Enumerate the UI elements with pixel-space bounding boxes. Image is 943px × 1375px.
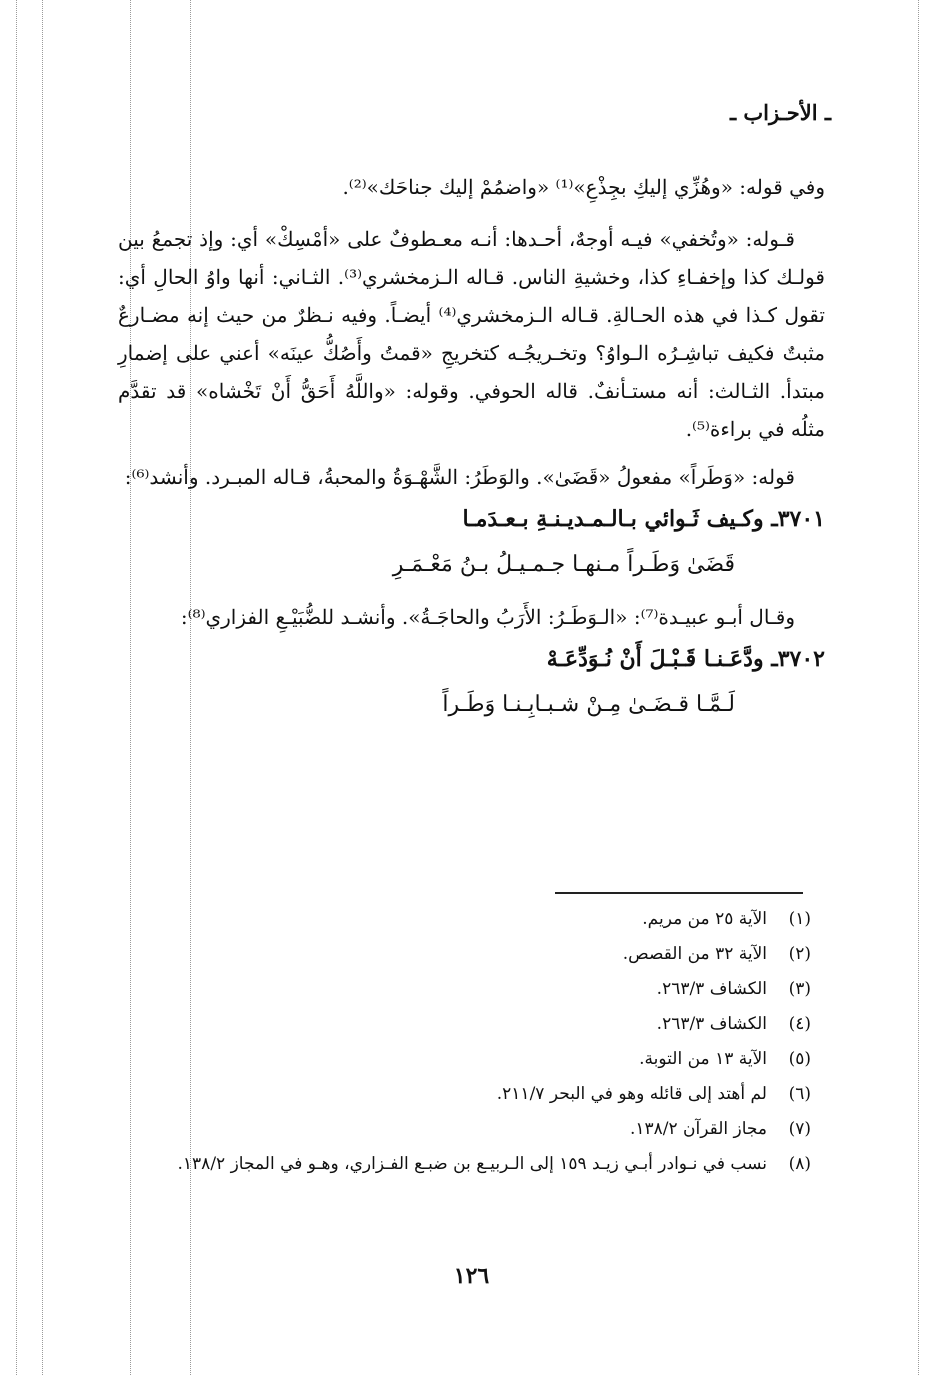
footnote-number: (٧) <box>788 1119 811 1139</box>
verse-first-hemistich <box>118 496 825 542</box>
verse-3702 <box>118 636 825 728</box>
footnote-number: (٤) <box>788 1014 811 1034</box>
verse-number: ٣٧٠١ـ <box>771 506 825 532</box>
verse-text: وكـيف ثَـوائي بـالـمـديـنـةِ بـعـدَمـا <box>462 506 764 532</box>
verse-3701 <box>118 496 825 588</box>
footnote-text: الآية ١٣ من التوبة. <box>639 1049 767 1069</box>
footnote-item <box>118 1007 811 1042</box>
scan-guide-line <box>918 0 919 1375</box>
footnote-number: (٥) <box>788 1049 811 1069</box>
footnote-number: (١) <box>788 909 811 929</box>
scan-guide-line <box>16 0 17 1375</box>
footnote-text: الآية ٢٥ من مريم. <box>642 909 767 929</box>
verse-second-hemistich: قَضَىٰ وَطَـراً مـنهـا جـمـيـلُ بـنُ مَعْـمَـرِ <box>392 552 735 577</box>
footnote-item <box>118 1042 811 1077</box>
footnote-number: (٢) <box>788 944 811 964</box>
footnote-number: (٨) <box>788 1154 811 1174</box>
running-header: ـ الأحـزاب ـ <box>729 100 831 125</box>
paragraph-4: وقـال أبـو عبيـدة⁽⁷⁾: «الـوَطَـرُ: الأَرَبُ والحاجَـةُ». وأنشـد للضُّبَيْـعِ الفزاري⁽⁸⁾: <box>180 605 795 629</box>
footnote-item <box>118 1147 811 1182</box>
footnote-separator <box>555 892 803 894</box>
footnote-item <box>118 937 811 972</box>
footnote-text: مجاز القرآن ١٣٨/٢. <box>629 1119 767 1139</box>
footnote-text: لم أهتد إلى قائله وهو في البحر ٢١١/٧. <box>496 1084 767 1104</box>
footnote-text: الكشاف ٢٦٣/٣. <box>656 1014 767 1034</box>
footnotes-list <box>118 902 811 1182</box>
footnote-text: الآية ٣٢ من القصص. <box>622 944 767 964</box>
verse-first-hemistich <box>118 636 825 682</box>
footnote-number: (٦) <box>788 1084 811 1104</box>
footnote-number: (٣) <box>788 979 811 999</box>
footnote-item <box>118 972 811 1007</box>
footnote-text: الكشاف ٢٦٣/٣. <box>656 979 767 999</box>
verse-number: ٣٧٠٢ـ <box>771 646 825 672</box>
verse-second-hemistich: لَـمَّـا قـضَـىٰ مِـنْ شـبـابِـنـا وَطَـراً <box>442 692 735 717</box>
footnote-item <box>118 902 811 937</box>
footnote-text: نسب في نـوادر أبـي زيـد ١٥٩ إلى الـربيـع بن ضبـع الفـزاري، وهـو في المجاز ١٣٨/٢. <box>177 1154 767 1174</box>
footnote-item <box>118 1077 811 1112</box>
paragraph-1: وفي قوله: «وهُزِّي إليكِ بجِذْعِ»⁽¹⁾ «واضمُمْ إليك جناحَك»⁽²⁾. <box>342 175 825 199</box>
page-body <box>118 168 825 728</box>
footnote-item <box>118 1112 811 1147</box>
paragraph-3: قوله: «وَطَراً» مفعولُ «قَضَىٰ». والوَطَرُ: الشَّهْـوَةُ والمحبةُ، قـاله المبـرد. وأنشد⁽⁶⁾: <box>124 465 795 489</box>
verse-text: ودَّعَـنـا قَـبْـلَ أَنْ نُـوَدِّعَـهْ <box>546 646 764 672</box>
scan-guide-line <box>42 0 43 1375</box>
paragraph-2: قـوله: «وتُخفي» فيـه أوجهٌ، أحـدها: أنـه معـطوفٌ على «أمْسِكْ» أي: وإذ تجمعُ بين قولـك كذا وإخفـاءِ كذا، وخشيةِ الناس. قـاله الـزمخشري⁽³⁾. الثـاني: أنها واوُ الحالِ أي: تقول كـذا في هذه الحـالةِ. قـاله الـزمخشري⁽⁴⁾ أيضـاً. وفيه نـظرٌ من حيث إنه مضـارعٌ مثبتٌ فكيف تباشِـرُه الـواوُ؟ وتخـريجُـه كتخريجِ «قمتُ وأَصُكُّ عينَه» أعني على إضمارِ مبتدأ. الثـالث: أنه مستـأنفٌ. قاله الحوفي. وقوله: «واللَّهُ أَحَقُّ أَنْ تَخْشاه» قد تقدَّم مثلُه في براءة⁽⁵⁾. <box>118 227 825 441</box>
page-number: ١٢٦ <box>453 1263 490 1289</box>
